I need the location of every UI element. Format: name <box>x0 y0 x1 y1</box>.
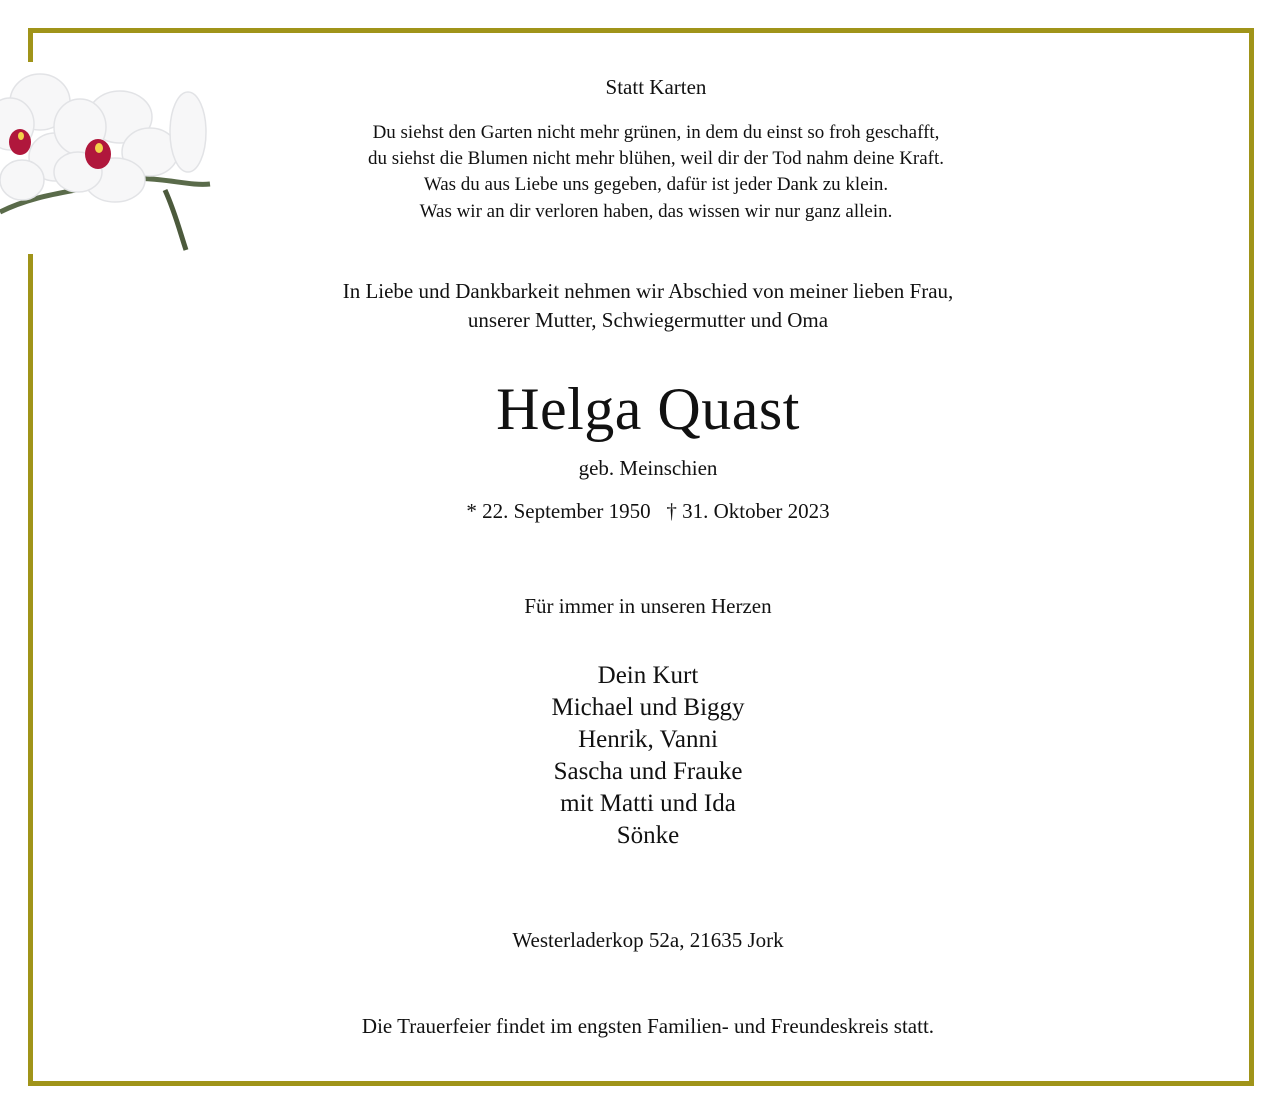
mourner-3: Henrik, Vanni <box>578 726 718 753</box>
mourner-5: mit Matti und Ida <box>560 790 736 817</box>
life-dates: * 22. September 1950 † 31. Oktober 2023 <box>466 499 830 523</box>
mourner-4: Sascha und Frauke <box>553 758 743 785</box>
poem-line-1: Du siehst den Garten nicht mehr grünen, in dem du einst so froh geschafft, <box>372 122 940 143</box>
motto: Für immer in unseren Herzen <box>524 594 772 618</box>
notice-header: Statt Karten <box>605 75 707 99</box>
mourner-2: Michael und Biggy <box>551 694 745 721</box>
maiden-name: geb. Meinschien <box>578 456 718 480</box>
intro-line-2: unserer Mutter, Schwiegermutter und Oma <box>467 308 829 332</box>
poem-line-2: du siehst die Blumen nicht mehr blühen, weil dir der Tod nahm deine Kraft. <box>367 148 945 169</box>
deceased-name: Helga Quast <box>496 376 800 442</box>
mourner-6: Sönke <box>616 822 680 849</box>
poem-line-4: Was wir an dir verloren haben, das wissen wir nur ganz allein. <box>419 201 893 222</box>
poem-line-3: Was du aus Liebe uns gegeben, dafür ist jeder Dank zu klein. <box>423 174 889 195</box>
mourner-1: Dein Kurt <box>597 662 699 689</box>
funeral-note: Die Trauerfeier findet im engsten Familien- und Freundeskreis statt. <box>361 1014 935 1038</box>
address: Westerladerkop 52a, 21635 Jork <box>512 928 784 952</box>
intro-line-1: In Liebe und Dankbarkeit nehmen wir Abschied von meiner lieben Frau, <box>342 279 954 303</box>
